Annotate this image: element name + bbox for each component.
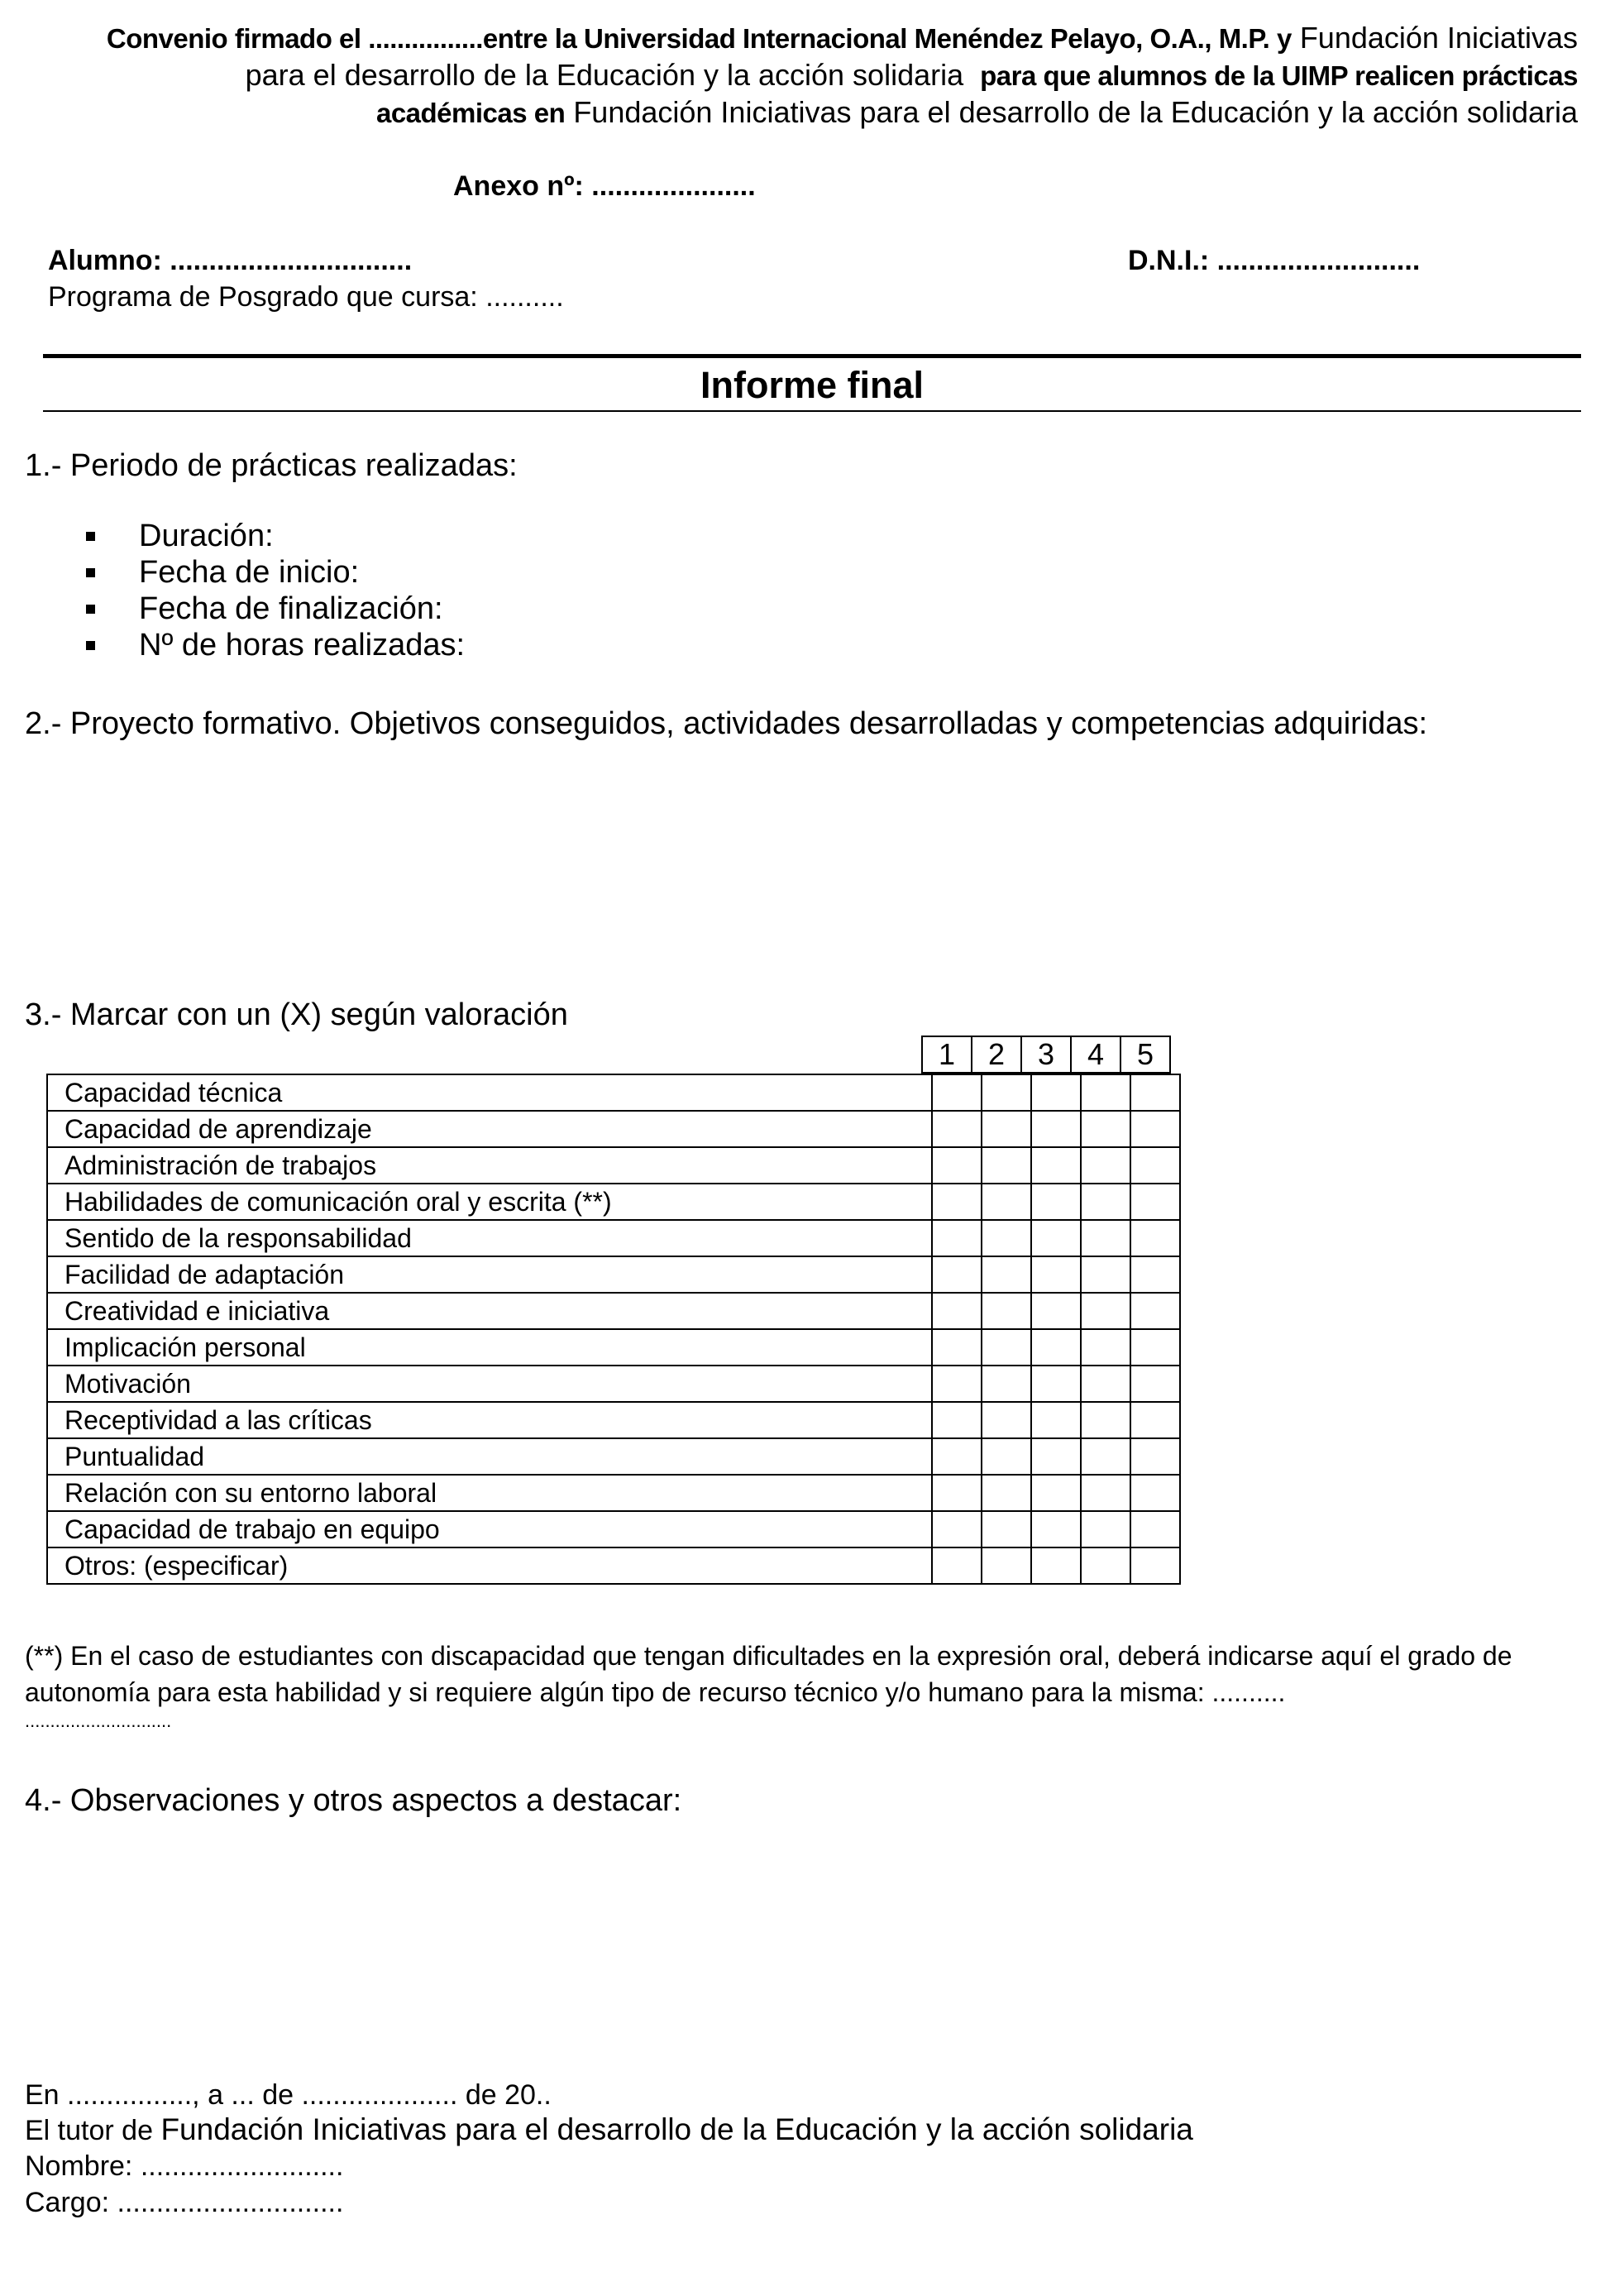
rating-box-2[interactable] <box>982 1184 1031 1220</box>
rating-box-1[interactable] <box>932 1475 982 1511</box>
rating-box-5[interactable] <box>1130 1366 1180 1402</box>
rating-box-4[interactable] <box>1081 1438 1130 1475</box>
tutor-line: El tutor de Fundación Iniciativas para el desarrollo de la Educación y la acción solidaria <box>25 2112 1193 2146</box>
table-row <box>47 1438 1180 1475</box>
section-3-heading: 3.- Marcar con un (X) según valoración <box>25 997 568 1032</box>
rating-box-5[interactable] <box>1130 1402 1180 1438</box>
rating-box-1[interactable] <box>932 1402 982 1438</box>
rating-box-1[interactable] <box>932 1329 982 1366</box>
table-row <box>47 1366 1180 1402</box>
rating-box-4[interactable] <box>1081 1475 1130 1511</box>
rating-box-3[interactable] <box>1031 1329 1081 1366</box>
rating-box-5[interactable] <box>1130 1547 1180 1584</box>
table-row <box>47 1074 1180 1111</box>
scale-5: 5 <box>1120 1036 1170 1073</box>
rating-box-2[interactable] <box>982 1329 1031 1366</box>
rating-box-2[interactable] <box>982 1256 1031 1293</box>
rating-box-5[interactable] <box>1130 1220 1180 1256</box>
rating-box-3[interactable] <box>1031 1475 1081 1511</box>
table-row <box>47 1111 1180 1147</box>
student-name-field: Alumno: ............................... <box>48 245 413 276</box>
rating-box-2[interactable] <box>982 1511 1031 1547</box>
rating-box-1[interactable] <box>932 1366 982 1402</box>
tutor-position-field: Cargo: ............................. <box>25 2187 344 2218</box>
rating-box-1[interactable] <box>932 1111 982 1147</box>
criterion-label: Puntualidad <box>47 1438 932 1475</box>
rating-box-1[interactable] <box>932 1184 982 1220</box>
period-list <box>83 518 465 663</box>
criterion-label: Implicación personal <box>47 1329 932 1366</box>
criterion-label: Otros: (especificar) <box>47 1547 932 1584</box>
list-item: Fecha de finalización: <box>83 591 465 627</box>
program-field: Programa de Posgrado que cursa: .......... <box>48 281 564 313</box>
header-line-3: académicas en Fundación Iniciativas para el desarrollo de la Educación y la acción solidaria <box>375 95 1578 129</box>
section-1-heading: 1.- Periodo de prácticas realizadas: <box>25 448 518 483</box>
rating-box-4[interactable] <box>1081 1329 1130 1366</box>
agreement-header <box>50 20 1578 132</box>
criterion-label: Administración de trabajos <box>47 1147 932 1184</box>
header-line-2: para el desarrollo de la Educación y la acción solidaria para que alumnos de la UIMP realicen prácticas <box>245 58 1578 92</box>
rating-box-4[interactable] <box>1081 1511 1130 1547</box>
rating-box-3[interactable] <box>1031 1366 1081 1402</box>
rating-box-4[interactable] <box>1081 1293 1130 1329</box>
rating-box-4[interactable] <box>1081 1184 1130 1220</box>
scale-1: 1 <box>922 1036 972 1073</box>
criterion-label: Receptividad a las críticas <box>47 1402 932 1438</box>
evaluation-table <box>46 1074 1181 1585</box>
rating-box-2[interactable] <box>982 1366 1031 1402</box>
rating-box-3[interactable] <box>1031 1511 1081 1547</box>
rating-box-5[interactable] <box>1130 1438 1180 1475</box>
rating-box-2[interactable] <box>982 1074 1031 1111</box>
scale-4: 4 <box>1071 1036 1120 1073</box>
table-row <box>47 1475 1180 1511</box>
criterion-label: Sentido de la responsabilidad <box>47 1220 932 1256</box>
rating-box-3[interactable] <box>1031 1184 1081 1220</box>
rating-scale-header <box>921 1036 1171 1074</box>
rating-box-5[interactable] <box>1130 1329 1180 1366</box>
rating-box-4[interactable] <box>1081 1366 1130 1402</box>
place-date-line: En ................, a ... de .................... de 20.. <box>25 2079 552 2111</box>
rating-box-1[interactable] <box>932 1547 982 1584</box>
rating-box-4[interactable] <box>1081 1111 1130 1147</box>
criterion-label: Habilidades de comunicación oral y escrita (**) <box>47 1184 932 1220</box>
table-row <box>47 1147 1180 1184</box>
criterion-label: Creatividad e iniciativa <box>47 1293 932 1329</box>
table-row <box>47 1220 1180 1256</box>
criterion-label: Capacidad técnica <box>47 1074 932 1111</box>
section-2-heading: 2.- Proyecto formativo. Objetivos conseguidos, actividades desarrolladas y competencias adquiridas: <box>25 706 1428 741</box>
rating-box-4[interactable] <box>1081 1220 1130 1256</box>
title-top-rule <box>43 354 1581 358</box>
rating-box-3[interactable] <box>1031 1438 1081 1475</box>
rating-box-5[interactable] <box>1130 1475 1180 1511</box>
rating-box-2[interactable] <box>982 1547 1031 1584</box>
rating-box-1[interactable] <box>932 1074 982 1111</box>
rating-box-1[interactable] <box>932 1220 982 1256</box>
rating-box-3[interactable] <box>1031 1111 1081 1147</box>
rating-box-4[interactable] <box>1081 1256 1130 1293</box>
rating-box-3[interactable] <box>1031 1256 1081 1293</box>
rating-box-3[interactable] <box>1031 1547 1081 1584</box>
scale-3: 3 <box>1021 1036 1071 1073</box>
rating-box-3[interactable] <box>1031 1402 1081 1438</box>
rating-box-3[interactable] <box>1031 1220 1081 1256</box>
dni-field: D.N.I.: .......................... <box>1128 245 1421 276</box>
table-row <box>47 1184 1180 1220</box>
title-bottom-rule <box>43 410 1581 412</box>
criterion-label: Motivación <box>47 1366 932 1402</box>
section-4-heading: 4.- Observaciones y otros aspectos a destacar: <box>25 1783 682 1818</box>
rating-box-4[interactable] <box>1081 1147 1130 1184</box>
table-row <box>47 1511 1180 1547</box>
rating-box-5[interactable] <box>1130 1147 1180 1184</box>
page-title: Informe final <box>700 364 925 406</box>
rating-box-5[interactable] <box>1130 1511 1180 1547</box>
rating-box-1[interactable] <box>932 1511 982 1547</box>
header-line-1: Convenio firmado el ................entre la Universidad Internacional Menéndez Pelayo, O.A., M.P. y Fundación Iniciativas <box>106 21 1578 55</box>
table-row <box>47 1256 1180 1293</box>
rating-box-1[interactable] <box>932 1256 982 1293</box>
rating-box-3[interactable] <box>1031 1074 1081 1111</box>
rating-box-5[interactable] <box>1130 1074 1180 1111</box>
rating-box-2[interactable] <box>982 1438 1031 1475</box>
tutor-name-field: Nombre: .......................... <box>25 2150 344 2182</box>
rating-box-1[interactable] <box>932 1438 982 1475</box>
table-row <box>47 1329 1180 1366</box>
criterion-label: Facilidad de adaptación <box>47 1256 932 1293</box>
rating-box-1[interactable] <box>932 1293 982 1329</box>
list-item: Fecha de inicio: <box>83 554 465 591</box>
rating-box-2[interactable] <box>982 1293 1031 1329</box>
scale-2: 2 <box>972 1036 1021 1073</box>
rating-box-3[interactable] <box>1031 1147 1081 1184</box>
rating-box-1[interactable] <box>932 1147 982 1184</box>
list-item: Nº de horas realizadas: <box>83 627 465 663</box>
rating-box-5[interactable] <box>1130 1293 1180 1329</box>
table-row <box>47 1547 1180 1584</box>
rating-box-5[interactable] <box>1130 1256 1180 1293</box>
rating-box-3[interactable] <box>1031 1293 1081 1329</box>
rating-box-4[interactable] <box>1081 1074 1130 1111</box>
rating-box-2[interactable] <box>982 1402 1031 1438</box>
rating-box-2[interactable] <box>982 1475 1031 1511</box>
rating-box-2[interactable] <box>982 1147 1031 1184</box>
rating-box-2[interactable] <box>982 1220 1031 1256</box>
criterion-label: Relación con su entorno laboral <box>47 1475 932 1511</box>
table-row <box>47 1402 1180 1438</box>
list-item: Duración: <box>83 518 465 554</box>
anexo-number: Anexo nº: ..................... <box>453 170 756 202</box>
criterion-label: Capacidad de trabajo en equipo <box>47 1511 932 1547</box>
rating-box-5[interactable] <box>1130 1184 1180 1220</box>
disability-note: (**) En el caso de estudiantes con discapacidad que tengan dificultades en la expresión oral, deberá indicarse aquí el grado de autonomía para esta habilidad y si requiere algún tipo de recurso técnico y/o humano para la misma: .......... ............................. <box>25 1641 1512 1731</box>
rating-box-4[interactable] <box>1081 1402 1130 1438</box>
rating-box-4[interactable] <box>1081 1547 1130 1584</box>
table-row <box>47 1293 1180 1329</box>
rating-box-2[interactable] <box>982 1111 1031 1147</box>
rating-box-5[interactable] <box>1130 1111 1180 1147</box>
criterion-label: Capacidad de aprendizaje <box>47 1111 932 1147</box>
